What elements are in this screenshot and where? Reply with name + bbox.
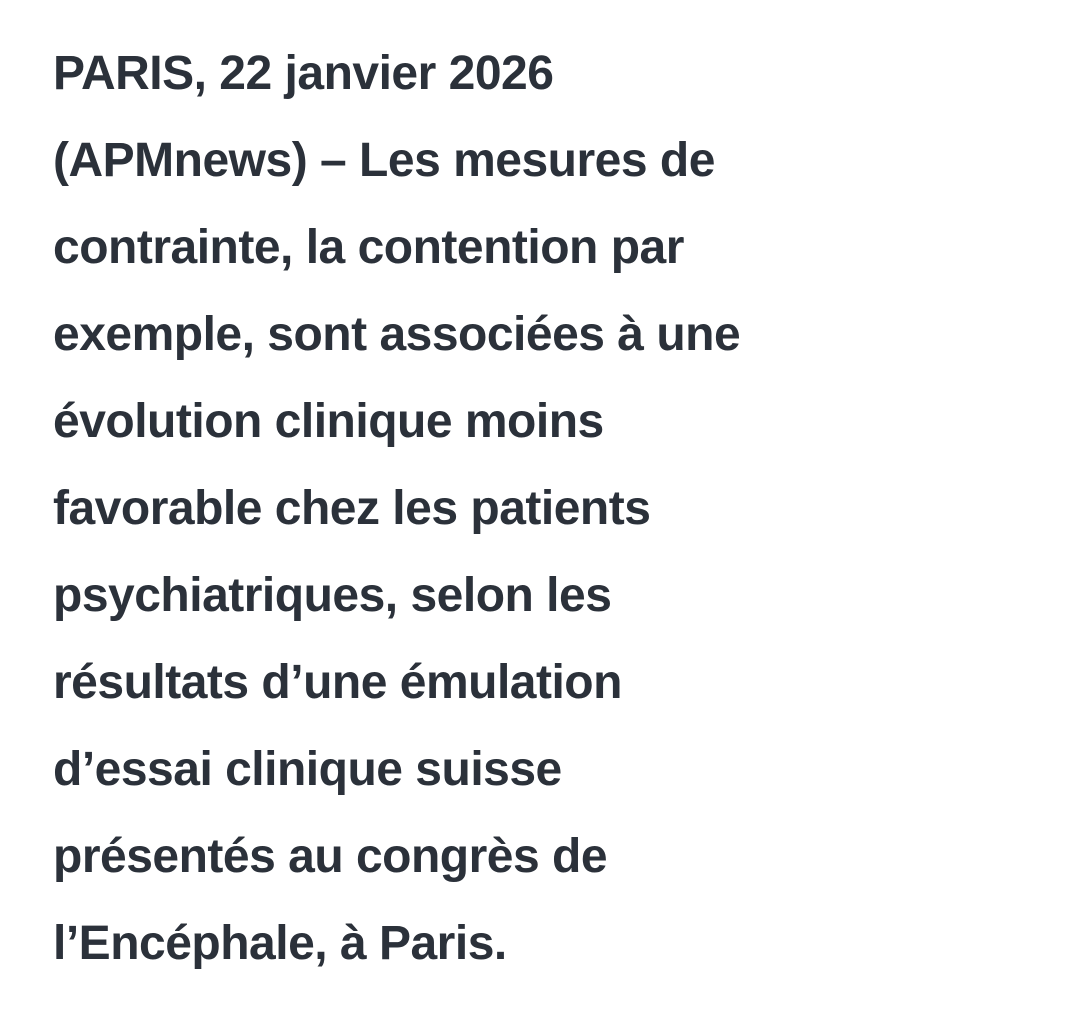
article-line: exemple, sont associées à une [53,308,741,361]
article-line: présentés au congrès de [53,830,608,883]
article-line: PARIS, 22 janvier 2026 [53,47,554,100]
article-line: évolution clinique moins [53,395,604,448]
article-line: (APMnews) – Les mesures de [53,134,715,187]
article-line: d’essai clinique suisse [53,743,562,796]
article-line: favorable chez les patients [53,482,651,535]
article-line: l’Encéphale, à Paris. [53,917,507,970]
article-line: résultats d’une émulation [53,656,622,709]
article-lead-paragraph [53,30,1033,987]
article-line: psychiatriques, selon les [53,569,612,622]
article-line: contrainte, la contention par [53,221,684,274]
